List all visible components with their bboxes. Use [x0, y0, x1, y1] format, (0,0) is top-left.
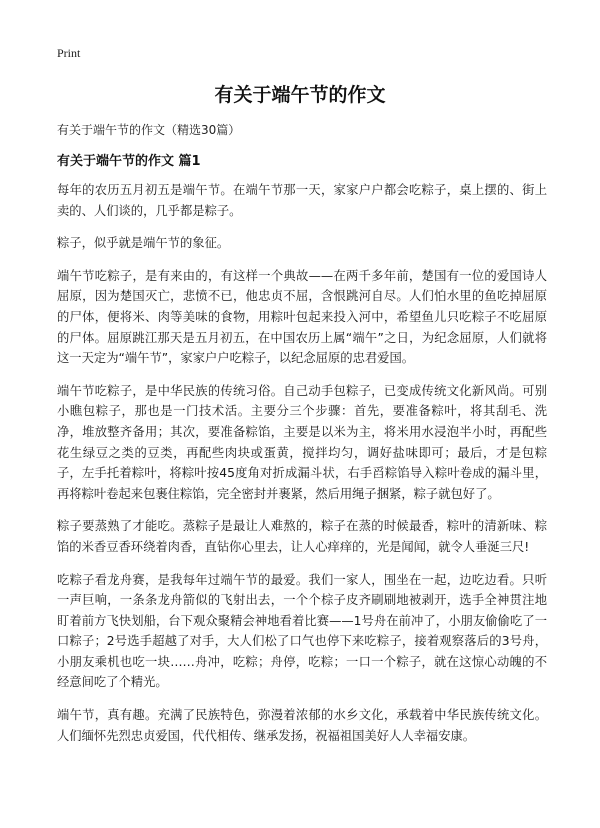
section-heading: 有关于端午节的作文 篇1: [57, 154, 201, 169]
paragraph: 每年的农历五月初五是端午节。在端午节那一天，家家户户都会吃粽子，桌上摆的、街上卖的、人们谈的，几乎都是粽子。: [57, 183, 547, 218]
document-subtitle: 有关于端午节的作文（精选30篇）: [57, 123, 241, 137]
print-link[interactable]: Print: [57, 46, 81, 60]
paragraph: 端午节，真有趣。充满了民族特色，弥漫着浓郁的水乡文化，承载着中华民族传统文化。人们缅怀先烈忠贞爱国，代代相传、继承发扬，祝福祖国美好人人幸福安康。: [57, 708, 547, 743]
paragraph: 粽子要蒸熟了才能吃。蒸粽子是最让人难熬的，粽子在蒸的时候最香，粽叶的清新味、粽馅的米香豆香环绕着肉香，直钻你心里去，让人心痒痒的，光是闻闻，就令人垂涎三尺!: [57, 519, 547, 554]
article-body: [57, 180, 547, 758]
paragraph: 端午节吃粽子，是有来由的，有这样一个典故——在两千多年前，楚国有一位的爱国诗人屈原，因为楚国灭亡，悲愤不已，他忠贞不屈，含恨跳河自尽。人们怕水里的鱼吃掉屈原的尸体，便将米、肉等美味的食物，用粽叶包起来投入河中，希望鱼儿只吃粽子不吃屈原的尸体。屈原跳江那天是五月初五，在中国农历上属“端午”之日，为纪念屈原，人们就将这一天定为“端午节”，家家户户吃粽子，以纪念屈原的忠君爱国。: [57, 268, 547, 366]
paragraph: 端午节吃粽子，是中华民族的传统习俗。自己动手包粽子，已变成传统文化新风尚。可别小瞧包粽子，那也是一门技术活。主要分三个步骤：首先，要准备粽叶，将其刮毛、洗净，堆放整齐备用；其次，要准备粽馅，主要是以米为主，将米用水浸泡半小时，再配些花生绿豆之类的豆类，再配些肉块或蛋黄，搅拌均匀，调好盐味即可；最后，才是包粽子，左手托着粽叶，将粽叶按45度角对折成漏斗状，右手舀粽馅导入粽叶卷成的漏斗里，再将粽叶卷起来包裹住粽馅，完全密封并裹紧，然后用绳子捆紧，粽子就包好了。: [57, 383, 547, 501]
paragraph: 吃粽子看龙舟赛，是我每年过端午节的最爱。我们一家人，围坐在一起，边吃边看。只听一声巨响，一条条龙舟箭似的飞射出去，一个个棕子皮齐刷刷地被剥开，选手全神贯注地盯着前方飞快划船，台下观众聚精会神地看着比赛——1号舟在前冲了，小朋友偷偷吃了一口粽子；2号选手超越了对手，大人们松了口气也停下来吃粽子，接着观察落后的3号舟，小朋友乘机也吃一块……舟冲，吃粽；舟停，吃粽；一口一个粽子，就在这惊心动魄的不经意间吃了个精光。: [57, 572, 547, 690]
page-title: 有关于端午节的作文: [214, 84, 386, 106]
paragraph: 粽子，似乎就是端午节的象征。: [57, 236, 230, 251]
